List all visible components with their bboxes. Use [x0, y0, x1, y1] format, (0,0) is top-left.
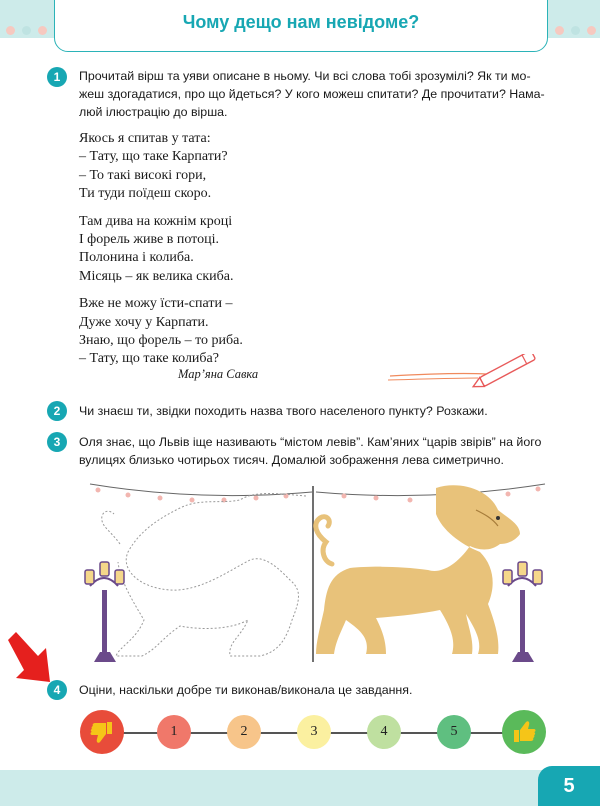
task-1-line: жеш здогадатися, про що йдеться? У кого можеш спитати? Де прочитати? Нама-: [79, 87, 545, 101]
task-3-line: Оля знає, що Львів іще називають “містом левів”. Кам’яних “царів звірів” на його: [79, 435, 542, 449]
rating-option-3[interactable]: 3: [297, 715, 331, 749]
poem-line: Якось я спитав у тата:: [79, 131, 211, 146]
poem-author: Мар’яна Савка: [178, 367, 259, 381]
rating-thumbs-up[interactable]: [502, 710, 546, 754]
poem-line: Дуже хочу у Карпати.: [79, 314, 209, 330]
rating-thumbs-down[interactable]: [80, 710, 124, 754]
task-1-line: Прочитай вірш та уяви описане в ньому. Чи всі слова тобі зрозумілі? Як ти мо-: [79, 69, 531, 83]
poem-line: – Тату, що таке колиба?: [79, 351, 219, 367]
poem-line: Знаю, що форель – то риба.: [79, 333, 243, 349]
task-3-line: вулицях близько чотирьох тисяч. Домалюй зображення лева симетрично.: [79, 453, 504, 467]
task-1-text: [79, 67, 545, 121]
task-number-1: 1: [47, 67, 67, 87]
task-1-line: люй ілюстрацію до вірша.: [79, 105, 228, 119]
poem-line: Місяць – як велика скиба.: [79, 268, 234, 284]
bottom-band: [0, 770, 600, 806]
poem-line: Вже не можу їсти-спати –: [79, 296, 233, 312]
task-3-text: [79, 433, 541, 469]
task-4-text: Оціни, наскільки добре ти виконав/виконала це завдання.: [79, 683, 413, 697]
poem: [79, 130, 243, 378]
decorative-dots-right: [555, 26, 596, 36]
task-number-2: 2: [47, 401, 67, 421]
poem-stanza-1: [79, 130, 243, 204]
poem-line: І форель живе в потоці.: [79, 232, 219, 248]
rating-option-1[interactable]: 1: [157, 715, 191, 749]
poem-line: – То такі високі гори,: [79, 167, 207, 183]
rating-option-5[interactable]: 5: [437, 715, 471, 749]
poem-line: Ти туди поїдеш скоро.: [79, 186, 212, 202]
lion-symmetry-illustration: [80, 470, 550, 670]
pencil-icon: [386, 354, 550, 390]
poem-stanza-3: [79, 295, 243, 369]
rating-option-2[interactable]: 2: [227, 715, 261, 749]
self-rating-scale: [80, 710, 550, 756]
poem-stanza-2: [79, 213, 243, 287]
page-number: 5: [538, 766, 600, 806]
task-number-4: 4: [47, 680, 67, 700]
rating-option-4[interactable]: 4: [367, 715, 401, 749]
red-arrow-icon: [4, 630, 54, 688]
poem-line: Полонина і колиба.: [79, 250, 194, 266]
task-2-text: Чи знаєш ти, звідки походить назва твого населеного пункту? Розкажи.: [79, 404, 488, 418]
lamp-left: [85, 562, 124, 662]
task-number-3: 3: [47, 432, 67, 452]
page-title: Чому дещо нам невідоме?: [182, 12, 420, 32]
thumbs-down-icon: [80, 710, 124, 754]
thumbs-up-icon: [502, 710, 546, 754]
lamp-right: [503, 562, 542, 662]
title-box: [54, 0, 548, 52]
poem-line: Там дива на кожнім кроці: [79, 213, 233, 229]
poem-line: – Тату, що таке Карпати?: [79, 149, 228, 165]
